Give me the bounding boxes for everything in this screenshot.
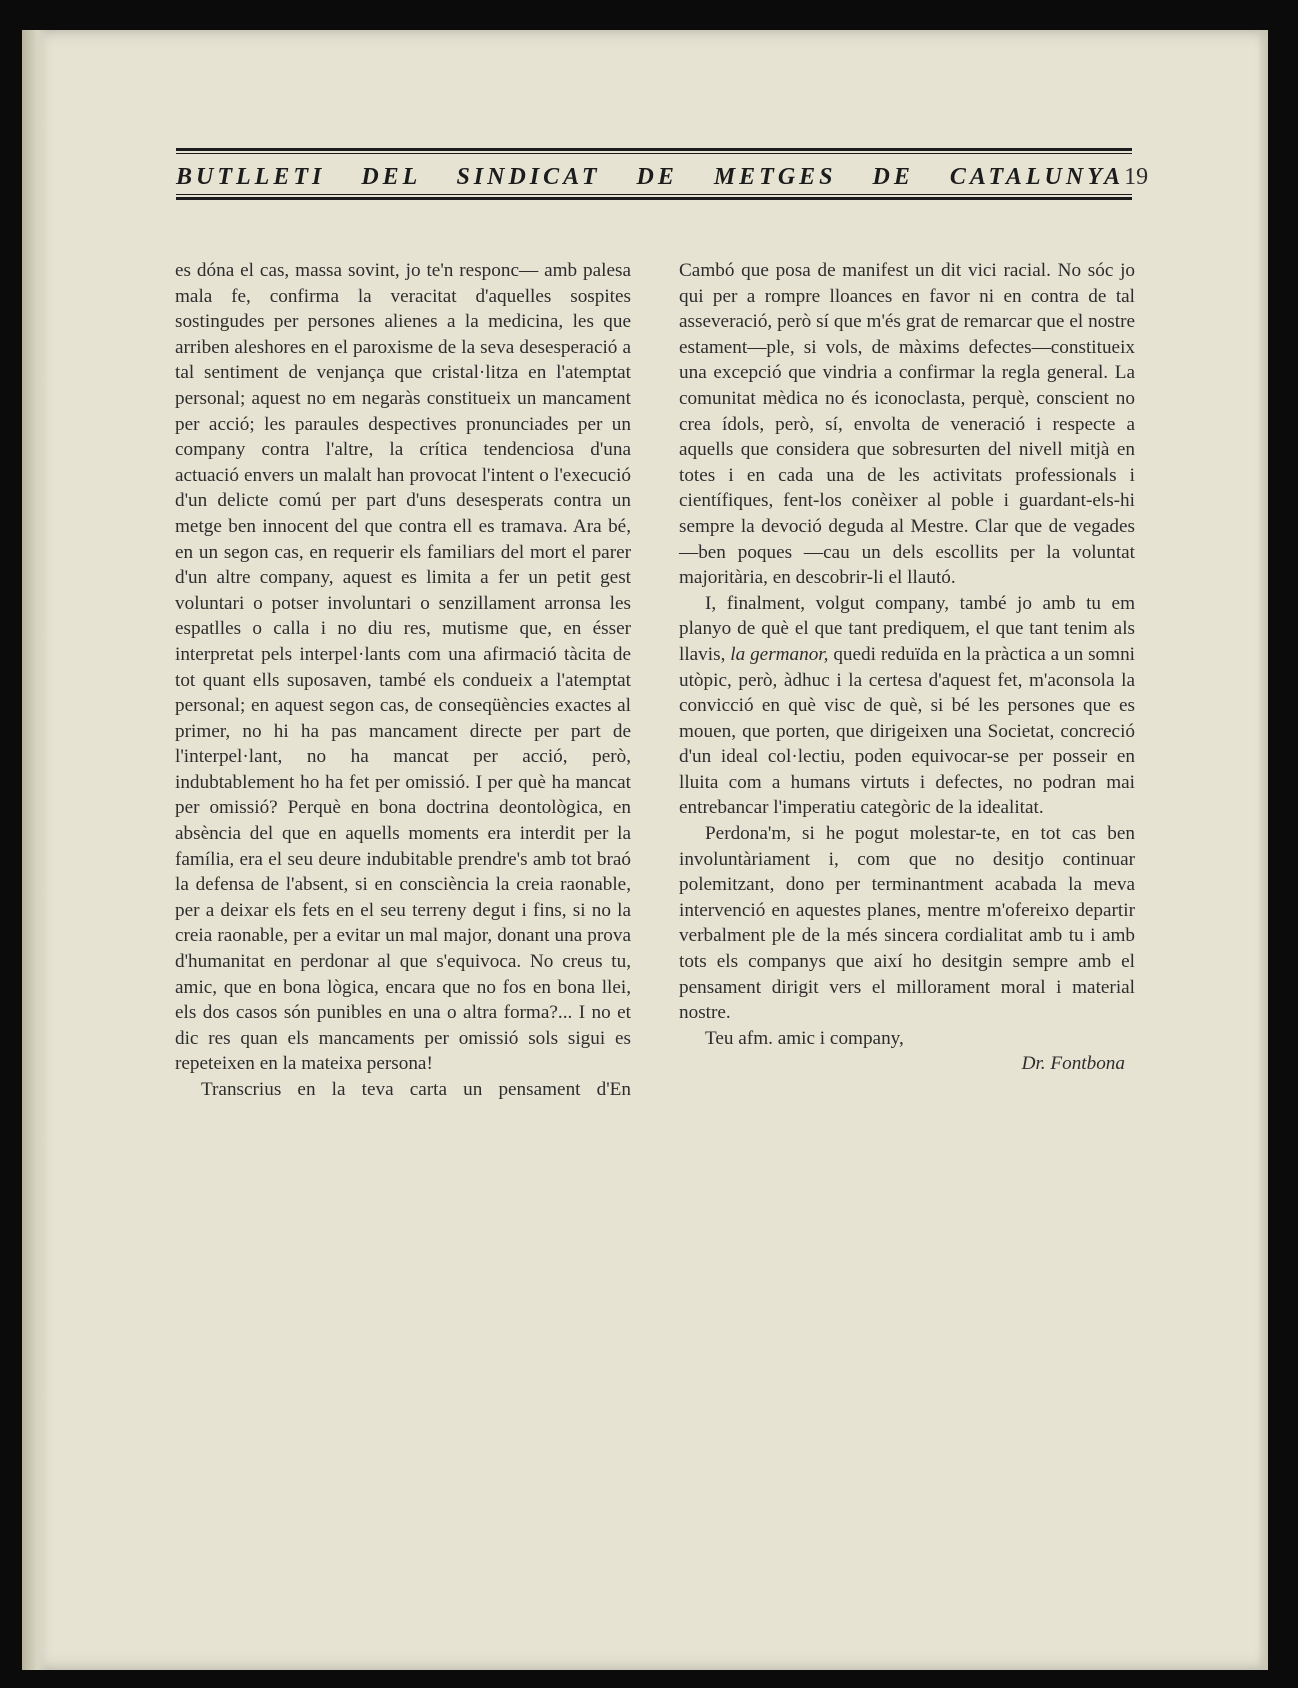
right-paragraph-3: Perdona'm, si he pogut molestar-te, en tot cas ben involuntàriament i, com que no desitjo continuar polemitzant, dono per terminantment acabada la meva intervenció en aquestes planes, mentre m'ofereixo departir verbalment ple de la més sincera cordialitat amb tu i amb tots els companys que així ho desitgin sempre amb el pensament dirigit vers el millorament moral i material nostre. xyxy=(679,823,1135,1024)
journal-title: BUTLLETI DEL SINDICAT DE METGES DE CATALUNYA xyxy=(176,164,1125,190)
page-number: 19 xyxy=(1124,164,1149,190)
emphasis-germanor: la germanor, xyxy=(730,643,829,665)
left-paragraph-1: es dóna el cas, massa sovint, jo te'n responc— amb palesa mala fe, confirma la veracitat d'aquelles sospites sostingudes per persones alienes a la medicina, les que arriben aleshores en el paroxisme de la seva desesperació a tal sentiment de venjança que cristal·litza en l'atemptat personal; aquest no em negaràs constitueix un mancament per acció; les paraules despectives pronunciades per un company contra l'altre, la crítica tendenciosa d'una actuació envers un malalt han provocat l'intent o l'execució d'un delicte comú per part d'uns desesperats contra un metge ben innocent del que contra ell es tramava. Ara bé, en un segon cas, en requerir els familiars del mort el parer d'un altre company, aquest es limita a fer un petit gest voluntari o potser involuntari o senzillament arronsa les espatlles o calla i no diu res, mutisme que, en ésser interpretat pels interpel·lants com una afirmació tàcita de tot quant ells suposaven, també els condueix a l'atemptat personal; en aquest segon cas, de conseqüències exactes al primer, no hi ha pas mancament directe per part de l'interpel·lant, no ha mancat per acció, però, indubtablement ho ha fet per omissió. I per què ha mancat per omissió? Perquè en bona doctrina deontològica, en absència del que en aquells moments era interdit per la família, era el seu deure indubitable prendre's amb tot braó la defensa de l'absent, si en consciència la creia raonable, per a deixar els fets en el seu terreny degut i fins, si no la creia raonable, per a evitar un mal major, donant una prova d'humanitat en perdonar al que s'equivoca. No creus tu, amic, que en bona lògica, encara que no fos en bona llei, els dos casos són punibles en una o altra forma?... I no et dic res quan els mancaments per omissió sols sigui es repeteixen en la mateixa persona! xyxy=(175,260,631,1075)
header-row xyxy=(176,164,1149,190)
left-column xyxy=(175,258,631,1103)
page-gutter-shadow xyxy=(22,30,48,1670)
page-edge-shadow xyxy=(1258,30,1268,1670)
right-paragraph-2-start: I, finalment, volgut company, també jo amb tu em planyo de què el que tant prediquem, el que tant tenim als llavis, xyxy=(679,592,1135,665)
signature: Dr. Fontbona xyxy=(1021,1053,1125,1075)
right-paragraph-2-end: quedi reduïda en la pràctica a un somni utòpic, però, àdhuc i la certesa d'aquest fet, m'aconsola la convicció en què visc de què, si bé les persones que es mouen, que porten, que dirigeixen una Societat, concreció d'un ideal col·lectiu, poden equivocar-se per posseir en lluita com a humans virtuts i defectes, no podran mai entrebancar l'imperatiu categòric de la idealitat. xyxy=(679,643,1135,819)
header-rule-top xyxy=(176,148,1132,154)
text-columns xyxy=(175,258,1135,1103)
page xyxy=(22,30,1268,1670)
running-header xyxy=(176,148,1149,200)
right-column xyxy=(679,258,1135,1103)
header-rule-bottom xyxy=(176,194,1132,200)
right-paragraph-2 xyxy=(679,591,1135,821)
closing-line: Teu afm. amic i company, xyxy=(705,1027,904,1049)
right-paragraph-1: Cambó que posa de manifest un dit vici racial. No sóc jo qui per a rompre lloances en favor ni en contra de tal asseveració, però sí que m'és grat de remarcar que el nostre estament—ple, si vols, de màxims defectes—constitueix una excepció que vindria a confirmar la regla general. La comunitat mèdica no és iconoclasta, perquè, conscient no crea ídols, però, sí, envolta de veneració i respecte a aquells que considera que sobresurten del nivell mitjà en totes i en cada una de les activitats professionals i científiques, fent-los conèixer al poble i guardant-els-hi sempre la devoció deguda al Mestre. Clar que de vegades—ben poques —cau un dels escollits per la voluntat majoritària, en descobrir-li el llautó. xyxy=(679,260,1135,589)
left-paragraph-2: Transcrius en la teva carta un pensament d'En xyxy=(201,1079,631,1100)
